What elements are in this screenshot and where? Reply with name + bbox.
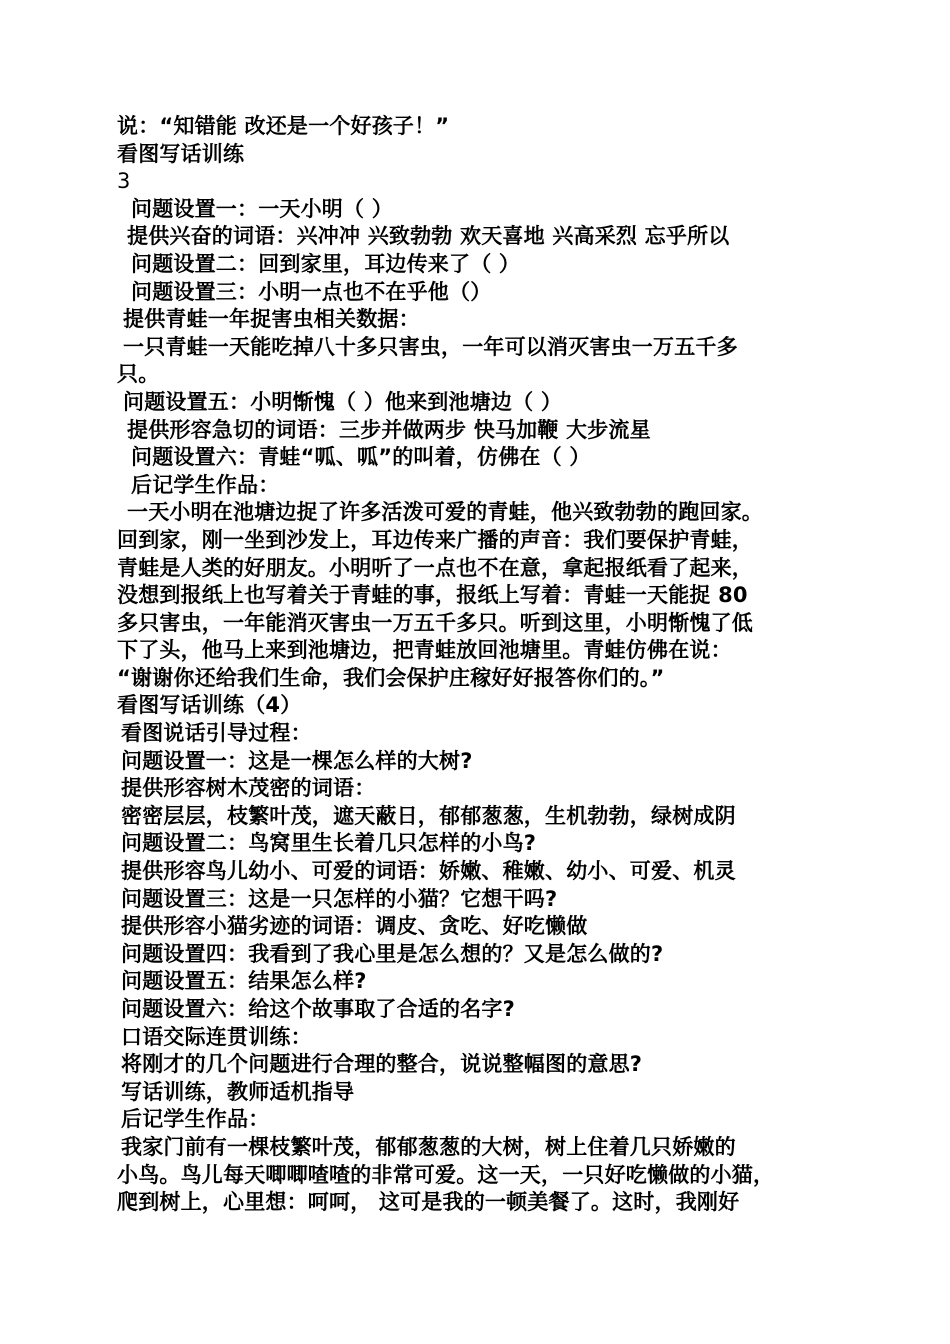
- text-line: 密密层层，枝繁叶茂，遮天蔽日，郁郁葱葱，生机勃勃，绿树成阴: [121, 803, 736, 828]
- text-line: 提供形容鸟儿幼小、可爱的词语：娇嫩、稚嫩、幼小、可爱、机灵: [121, 859, 736, 884]
- text-line: 问题设置三：这是一只怎样的小猫？它想干吗?: [121, 886, 558, 911]
- text-line: 说：“知错能 改还是一个好孩子！”: [117, 114, 450, 138]
- text-line: 问题设置四：我看到了我心里是怎么想的？又是怎么做的?: [121, 941, 664, 966]
- text-line: 口语交际连贯训练：: [121, 1024, 312, 1049]
- text-line: 一天小明在池塘边捉了许多活泼可爱的青蛙，他兴致勃勃的跑回家。: [127, 500, 763, 525]
- text-line: 没想到报纸上也写着关于青蛙的事，报纸上写着：青蛙一天能捉 80: [117, 583, 748, 608]
- text-line: 看图说话引导过程：: [121, 721, 312, 746]
- text-line: 后记学生作品：: [131, 472, 280, 497]
- text-line: 问题设置六：青蛙“呱、呱”的叫着，仿佛在（ ）: [131, 445, 591, 470]
- text-line: 问题设置二：鸟窝里生长着几只怎样的小鸟?: [121, 831, 537, 856]
- text-line: 多只害虫，一年能消灭害虫一万五千多只。听到这里，小明惭愧了低: [117, 610, 753, 635]
- text-line: 问题设置二：回到家里，耳边传来了（ ）: [131, 251, 521, 276]
- text-line: 问题设置三：小明一点也不在乎他（）: [131, 279, 492, 304]
- text-line: 小鸟。鸟儿每天唧唧喳喳的非常可爱。这一天，一只好吃懒做的小猫，: [117, 1162, 775, 1187]
- section-heading: 看图写话训练（4）: [117, 693, 302, 718]
- text-line: 写话训练，教师适机指导: [121, 1079, 355, 1104]
- section-heading: 看图写话训练: [117, 141, 245, 166]
- text-line: 提供兴奋的词语：兴冲冲 兴致勃勃 欢天喜地 兴高采烈 忘乎所以: [127, 224, 730, 249]
- text-line: 将刚才的几个问题进行合理的整合，说说整幅图的意思?: [121, 1052, 643, 1077]
- text-line: 问题设置五：小明惭愧（ ）他来到池塘边（ ）: [123, 389, 563, 414]
- text-line: 提供青蛙一年捉害虫相关数据：: [123, 307, 420, 332]
- text-line: 下了头，他马上来到池塘边，把青蛙放回池塘里。青蛙仿佛在说：: [117, 638, 732, 663]
- text-line: 问题设置一：这是一棵怎么样的大树?: [121, 748, 473, 773]
- text-line: 提供形容树木茂密的词语：: [121, 776, 376, 801]
- text-line: 问题设置六：给这个故事取了合适的名字?: [121, 997, 515, 1021]
- text-line: 提供形容小猫劣迹的词语：调皮、贪吃、好吃懒做: [121, 914, 588, 939]
- text-line: 回到家，刚一坐到沙发上，耳边传来广播的声音：我们要保护青蛙，: [117, 527, 753, 552]
- text-line: 我家门前有一棵枝繁叶茂，郁郁葱葱的大树，树上住着几只娇嫩的: [121, 1134, 736, 1159]
- text-line: 提供形容急切的词语：三步并做两步 快马加鞭 大步流星: [127, 417, 651, 442]
- text-line: 只。: [117, 362, 160, 387]
- text-line: 青蛙是人类的好朋友。小明听了一点也不在意，拿起报纸看了起来，: [117, 555, 753, 580]
- document-page: [117, 113, 843, 1217]
- text-line: “谢谢你还给我们生命，我们会保护庄稼好好报答你们的。”: [117, 665, 665, 690]
- section-number: 3: [117, 169, 131, 194]
- text-line: 问题设置五：结果怎么样?: [121, 969, 367, 994]
- text-line: 后记学生作品：: [121, 1107, 270, 1132]
- text-line: 问题设置一：一天小明（ ）: [131, 196, 393, 221]
- text-line: 爬到树上，心里想：呵呵， 这可是我的一顿美餐了。这时，我刚好: [117, 1190, 740, 1215]
- text-line: 一只青蛙一天能吃掉八十多只害虫，一年可以消灭害虫一万五千多: [123, 334, 738, 359]
